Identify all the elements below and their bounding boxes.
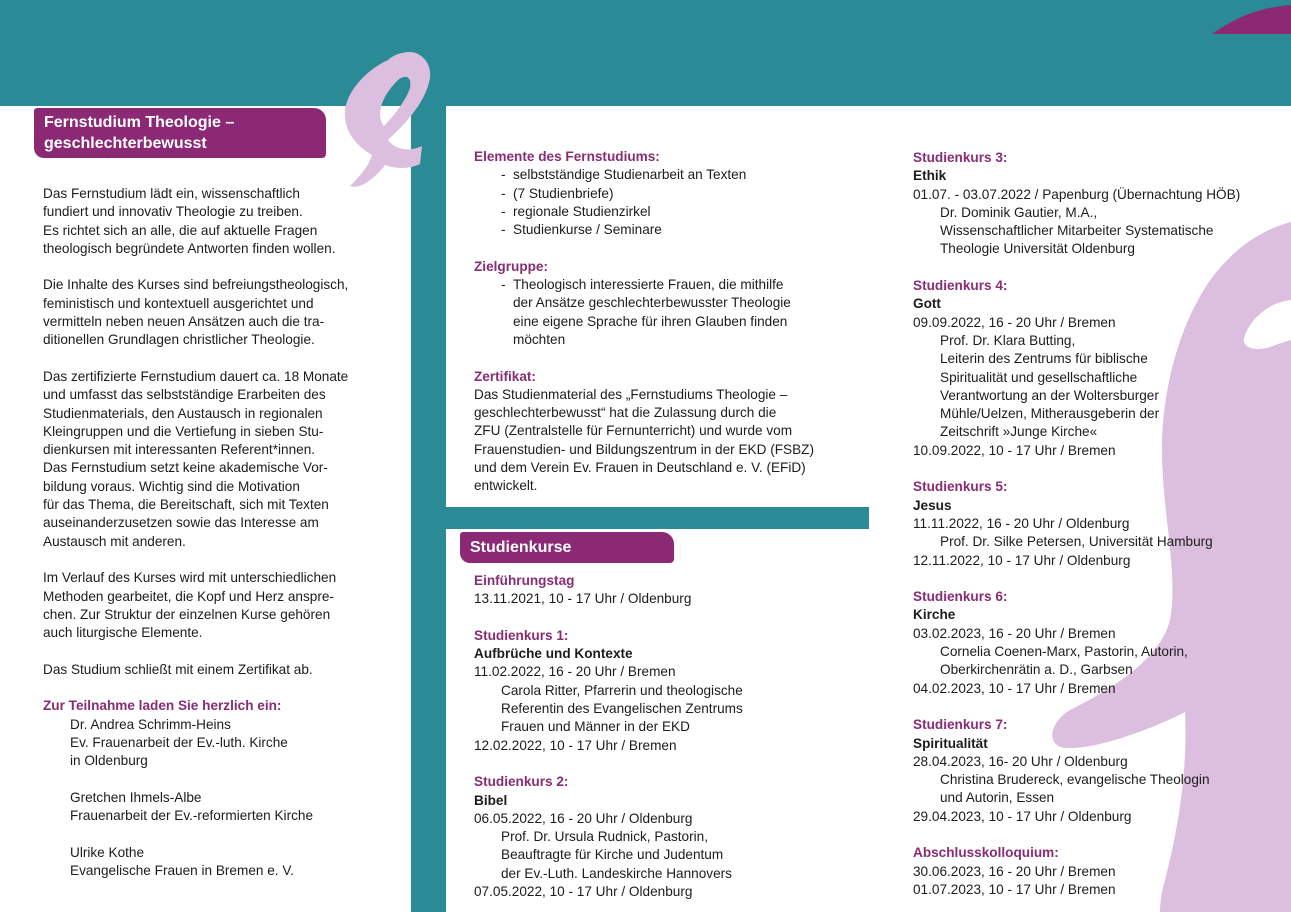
speaker-line: Verantwortung an der Woltersburger (940, 387, 1159, 403)
text-line: theologisch begründete Antworten finden wollen. (43, 240, 336, 256)
course-date: 11.02.2022, 16 - 20 Uhr / Bremen (474, 664, 676, 680)
list-text: möchten (513, 331, 566, 347)
speaker-line: Dr. Dominik Gautier, M.A., (940, 204, 1098, 220)
text-line: feministisch und kontextuell ausgerichtet und (43, 295, 314, 311)
list-text: Theologisch interessierte Frauen, die mithilfe (513, 277, 784, 293)
course-date: 07.05.2022, 10 - 17 Uhr / Oldenburg (474, 884, 693, 900)
invite-heading: Zur Teilnahme laden Sie herzlich ein: (43, 698, 282, 714)
list-item: - selbstständige Studienarbeit an Texten (474, 166, 854, 184)
text-line: Frauenstudien- und Bildungszentrum in der EKD (FSBZ) (474, 441, 814, 457)
courses-banner-text: Studienkurse (470, 539, 572, 556)
course-date: 12.02.2022, 10 - 17 Uhr / Bremen (474, 737, 677, 753)
list-text: der Ansätze geschlechterbewusster Theologie (513, 295, 791, 311)
column-elements (474, 148, 854, 496)
text-line: fundiert und innovativ Theologie zu treiben. (43, 204, 303, 220)
course-date: 04.02.2023, 10 - 17 Uhr / Bremen (913, 680, 1116, 696)
text-line: auch liturgische Elemente. (43, 625, 203, 641)
speaker-line: Leiterin des Zentrums für biblische (940, 351, 1148, 367)
speaker-line: Carola Ritter, Pfarrerin und theologische (501, 682, 743, 698)
contact-org: Frauenarbeit der Ev.-reformierten Kirche (70, 808, 314, 824)
course-date: 30.06.2023, 16 - 20 Uhr / Bremen (913, 863, 1116, 879)
course-date: 11.11.2022, 16 - 20 Uhr / Oldenburg (913, 515, 1130, 531)
text-line: und umfasst das selbstständige Erarbeiten des (43, 387, 326, 403)
certificate-note: Das Studium schließt mit einem Zertifikat ab. (43, 661, 313, 677)
text-line: für das Thema, die Bereitschaft, sich mit Texten (43, 497, 329, 513)
course-heading: Studienkurs 5: (913, 479, 1008, 495)
course-date: 10.09.2022, 10 - 17 Uhr / Bremen (913, 442, 1116, 458)
course-date: 13.11.2021, 10 - 17 Uhr / Oldenburg (474, 591, 692, 607)
course-heading: Studienkurs 6: (913, 589, 1008, 605)
speaker-line: Prof. Dr. Silke Petersen, Universität Hamburg (940, 534, 1213, 550)
course-topic: Jesus (913, 497, 952, 513)
course-topic: Kirche (913, 607, 956, 623)
text-line: ditionellen Grundlagen christlicher Theologie. (43, 332, 315, 348)
text-line: vermitteln neben neuen Ansätzen auch die tra- (43, 314, 325, 330)
speaker-line: Zeitschrift »Junge Kirche« (940, 424, 1098, 440)
text-line: Es richtet sich an alle, die auf aktuelle Fragen (43, 222, 318, 238)
contact-name: Ulrike Kothe (70, 844, 145, 860)
course-date: 29.04.2023, 10 - 17 Uhr / Oldenburg (913, 808, 1132, 824)
course-date: 01.07.2023, 10 - 17 Uhr / Bremen (913, 881, 1116, 897)
speaker-line: und Autorin, Essen (940, 790, 1055, 806)
speaker-line: Theologie Universität Oldenburg (940, 241, 1135, 257)
course-topic: Aufbrüche und Kontexte (474, 646, 633, 662)
text-line: Studienmaterials, den Austausch in regionalen (43, 405, 323, 421)
text-line: Das zertifizierte Fernstudium dauert ca. 18 Monate (43, 368, 349, 384)
speaker-line: Spiritualität und gesellschaftliche (940, 369, 1138, 385)
main-title-line-1: Fernstudium Theologie – (44, 114, 235, 131)
text-line: Kleingruppen und die Vertiefung in sieben Stu- (43, 423, 324, 439)
column-intro (43, 185, 383, 880)
course-date: 28.04.2023, 16- 20 Uhr / Oldenburg (913, 753, 1128, 769)
speaker-line: Oberkirchenrätin a. D., Garbsen (940, 662, 1133, 678)
speaker-line: Christina Brudereck, evangelische Theologin (940, 772, 1210, 788)
course-heading: Studienkurs 3: (913, 150, 1008, 165)
speaker-line: Cornelia Coenen-Marx, Pastorin, Autorin, (940, 644, 1188, 660)
course-topic: Spiritualität (913, 735, 988, 751)
list-item-text: (7 Studienbriefe) (513, 185, 614, 201)
speaker-line: Mühle/Uelzen, Mitherausgeberin der (940, 406, 1160, 422)
speaker-line: Referentin des Evangelischen Zentrums (501, 701, 743, 717)
text-line: bildung voraus. Wichtig sind die Motivation (43, 478, 300, 494)
list-item (474, 276, 854, 349)
course-date: 06.05.2022, 16 - 20 Uhr / Oldenburg (474, 810, 693, 826)
target-list (474, 276, 854, 349)
main-title-line-2: geschlechterbewusst (44, 135, 207, 152)
course-topic: Ethik (913, 168, 947, 184)
course-topic: Gott (913, 296, 941, 312)
speaker-line: Beauftragte für Kirche und Judentum (501, 847, 724, 863)
target-heading: Zielgruppe: (474, 258, 549, 274)
course-heading: Abschlusskolloquium: (913, 845, 1059, 861)
contact-org: Evangelische Frauen in Bremen e. V. (70, 862, 294, 878)
course-date: 12.11.2022, 10 - 17 Uhr / Oldenburg (913, 552, 1131, 568)
speaker-line: der Ev.-Luth. Landeskirche Hannovers (501, 865, 732, 881)
text-line: geschlechterbewusst“ hat die Zulassung durch die (474, 405, 777, 421)
speaker-line: Prof. Dr. Ursula Rudnick, Pastorin, (501, 829, 708, 845)
list-item-continued (474, 185, 854, 203)
column-courses-1 (474, 572, 854, 901)
course-heading: Studienkurs 7: (913, 717, 1008, 733)
column-courses-2 (913, 149, 1283, 899)
text-line: Das Studienmaterial des „Fernstudiums Theologie – (474, 386, 788, 402)
text-line: chen. Zur Struktur der einzelnen Kurse gehören (43, 606, 331, 622)
text-line: entwickelt. (474, 478, 538, 494)
speaker-line: Wissenschaftlicher Mitarbeiter Systematische (940, 223, 1214, 239)
certificate-heading: Zertifikat: (474, 368, 536, 384)
course-date: 09.09.2022, 16 - 20 Uhr / Bremen (913, 314, 1116, 330)
text-line: Das Fernstudium setzt keine akademische Vor- (43, 460, 328, 476)
list-item: - Studienkurse / Seminare (474, 221, 854, 239)
list-item: - regionale Studienzirkel (474, 203, 854, 221)
text-line: Methoden gearbeitet, die Kopf und Herz anspre- (43, 588, 334, 604)
text-line: Die Inhalte des Kurses sind befreiungstheologisch, (43, 277, 349, 293)
speaker-line: Frauen und Männer in der EKD (501, 719, 690, 735)
contact-org: Ev. Frauenarbeit der Ev.-luth. Kirche (70, 734, 288, 750)
elements-list (474, 166, 854, 239)
text-line: auseinanderzusetzen sowie das Interesse am (43, 515, 319, 531)
text-line: dienkursen mit interessanten Referent*innen. (43, 442, 316, 458)
main-title-banner (34, 108, 326, 158)
text-line: Im Verlauf des Kurses wird mit unterschiedlichen (43, 570, 337, 586)
speaker-line: Prof. Dr. Klara Butting, (940, 332, 1076, 348)
elements-heading: Elemente des Fernstudiums: (474, 149, 660, 164)
text-line: Das Fernstudium lädt ein, wissenschaftlich (43, 186, 300, 201)
course-date: 03.02.2023, 16 - 20 Uhr / Bremen (913, 625, 1116, 641)
courses-banner (460, 532, 674, 563)
course-heading: Studienkurs 2: (474, 774, 569, 790)
text-line: und dem Verein Ev. Frauen in Deutschland e. V. (EFiD) (474, 460, 806, 476)
course-topic: Bibel (474, 792, 508, 808)
course-heading: Einführungstag (474, 573, 575, 588)
text-line: Austausch mit anderen. (43, 533, 186, 549)
list-text: eine eigene Sprache für ihren Glauben finden (513, 313, 788, 329)
course-heading: Studienkurs 4: (913, 278, 1008, 294)
course-heading: Studienkurs 1: (474, 627, 569, 643)
contact-org: in Oldenburg (70, 753, 148, 769)
course-date: 01.07. - 03.07.2022 / Papenburg (Übernachtung HÖB) (913, 186, 1241, 202)
text-line: ZFU (Zentralstelle für Fernunterricht) und wurde vom (474, 423, 793, 439)
contact-name: Gretchen Ihmels-Albe (70, 789, 202, 805)
contact-name: Dr. Andrea Schrimm-Heins (70, 716, 231, 732)
